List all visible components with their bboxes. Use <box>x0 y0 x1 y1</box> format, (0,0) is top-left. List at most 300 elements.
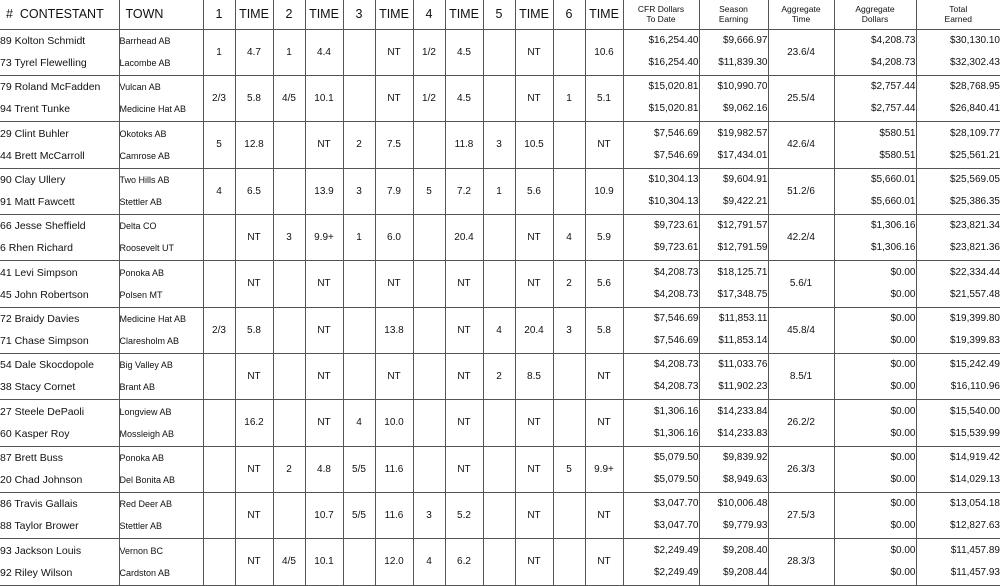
round-2-place <box>273 168 305 214</box>
round-5-header: 5 <box>483 0 515 29</box>
town-name: Red Deer AB <box>120 495 203 513</box>
round-5-place <box>483 260 515 307</box>
season-earning-value: $9,839.92 <box>700 449 768 467</box>
round-1-place <box>203 538 235 585</box>
round-4-place: 1/2 <box>413 29 445 75</box>
round-4-time: NT <box>445 353 483 399</box>
round-6-time: 5.9 <box>585 214 623 260</box>
town-cell <box>119 168 203 214</box>
town-name: Del Bonita AB <box>120 471 203 489</box>
round-6-time: NT <box>585 538 623 585</box>
round-3-place: 3 <box>343 168 375 214</box>
round-5-time: NT <box>515 260 553 307</box>
round-5-time: NT <box>515 214 553 260</box>
season-earning-value: $9,422.21 <box>700 193 768 211</box>
aggregate-dollars-cell <box>834 538 916 585</box>
aggregate-dollars-value: $2,757.44 <box>835 78 916 96</box>
season-earning-cell <box>699 121 768 168</box>
round-6-place <box>553 538 585 585</box>
round-5-time: 8.5 <box>515 353 553 399</box>
town-name: Stettler AB <box>120 517 203 535</box>
contestant-cell <box>0 121 119 168</box>
round-6-place <box>553 492 585 538</box>
contestant-name: 87 Brett Buss <box>0 449 119 467</box>
cfr-dollars-value: $7,546.69 <box>624 332 699 350</box>
contestant-header: # CONTESTANT <box>0 0 119 29</box>
total-earned-cell <box>916 492 1000 538</box>
round-2-place <box>273 353 305 399</box>
round-3-place <box>343 75 375 121</box>
cfr-dollars-value: $2,249.49 <box>624 542 699 560</box>
season-earning-cell <box>699 75 768 121</box>
aggregate-dollars-value: $0.00 <box>835 564 916 582</box>
round-6-place: 3 <box>553 307 585 353</box>
round-3-time: 7.9 <box>375 168 413 214</box>
team-row <box>0 538 1000 585</box>
aggregate-time-value: 23.6/4 <box>768 29 834 75</box>
aggregate-time-value: 26.2/2 <box>768 399 834 446</box>
town-name: Lacombe AB <box>120 54 203 72</box>
team-row <box>0 307 1000 353</box>
season-earning-value: $9,666.97 <box>700 32 768 50</box>
round-6-place: 5 <box>553 446 585 492</box>
round-1-place <box>203 260 235 307</box>
season-earning-value: $10,990.70 <box>700 78 768 96</box>
total-earned-cell <box>916 446 1000 492</box>
time-6-header: TIME <box>585 0 623 29</box>
town-header: TOWN <box>119 0 203 29</box>
round-4-place <box>413 121 445 168</box>
total-earned-cell <box>916 307 1000 353</box>
cfr-dollars-header: CFR Dollars To Date <box>623 0 699 29</box>
cfr-dollars-value: $3,047.70 <box>624 495 699 513</box>
header-row <box>0 0 1000 29</box>
round-6-header: 6 <box>553 0 585 29</box>
cfr-dollars-value: $10,304.13 <box>624 171 699 189</box>
aggregate-time-value: 5.6/1 <box>768 260 834 307</box>
town-cell <box>119 29 203 75</box>
town-name: Mossleigh AB <box>120 425 203 443</box>
town-name: Vulcan AB <box>120 78 203 96</box>
season-earning-cell <box>699 492 768 538</box>
aggregate-dollars-cell <box>834 353 916 399</box>
aggregate-dollars-value: $2,757.44 <box>835 100 916 118</box>
round-1-time: 5.8 <box>235 75 273 121</box>
cfr-dollars-cell <box>623 214 699 260</box>
aggregate-dollars-value: $0.00 <box>835 264 916 282</box>
aggregate-time-value: 45.8/4 <box>768 307 834 353</box>
round-6-place <box>553 29 585 75</box>
season-earning-value: $11,839.30 <box>700 54 768 72</box>
round-4-place: 1/2 <box>413 75 445 121</box>
contestant-name: 92 Riley Wilson <box>0 564 119 582</box>
round-6-time: 5.6 <box>585 260 623 307</box>
round-2-place: 3 <box>273 214 305 260</box>
time-3-header: TIME <box>375 0 413 29</box>
town-cell <box>119 492 203 538</box>
round-5-time: 10.5 <box>515 121 553 168</box>
contestant-name: 66 Jesse Sheffield <box>0 217 119 235</box>
round-2-place <box>273 399 305 446</box>
round-5-place: 4 <box>483 307 515 353</box>
cfr-dollars-value: $1,306.16 <box>624 403 699 421</box>
team-row <box>0 214 1000 260</box>
round-2-time: 9.9+ <box>305 214 343 260</box>
round-4-header: 4 <box>413 0 445 29</box>
town-name: Vernon BC <box>120 542 203 560</box>
total-earned-value: $19,399.83 <box>917 332 1000 350</box>
round-3-place: 4 <box>343 399 375 446</box>
aggregate-dollars-value: $4,208.73 <box>835 32 916 50</box>
cfr-dollars-value: $15,020.81 <box>624 78 699 96</box>
town-name: Ponoka AB <box>120 449 203 467</box>
team-row <box>0 260 1000 307</box>
round-2-place <box>273 260 305 307</box>
round-6-place: 2 <box>553 260 585 307</box>
total-earned-cell <box>916 538 1000 585</box>
round-3-place: 5/5 <box>343 446 375 492</box>
aggregate-dollars-value: $0.00 <box>835 542 916 560</box>
round-3-place: 2 <box>343 121 375 168</box>
aggregate-time-value: 26.3/3 <box>768 446 834 492</box>
town-cell <box>119 214 203 260</box>
total-earned-cell <box>916 29 1000 75</box>
season-earning-cell <box>699 446 768 492</box>
round-2-place <box>273 121 305 168</box>
cfr-dollars-value: $9,723.61 <box>624 217 699 235</box>
round-2-time: 13.9 <box>305 168 343 214</box>
round-2-time: NT <box>305 399 343 446</box>
round-3-time: 13.8 <box>375 307 413 353</box>
cfr-dollars-value: $1,306.16 <box>624 425 699 443</box>
town-cell <box>119 399 203 446</box>
contestant-name: 90 Clay Ullery <box>0 171 119 189</box>
aggregate-dollars-value: $0.00 <box>835 449 916 467</box>
aggregate-dollars-cell <box>834 121 916 168</box>
aggregate-dollars-cell <box>834 446 916 492</box>
round-4-place <box>413 214 445 260</box>
round-1-time: NT <box>235 446 273 492</box>
round-4-place: 3 <box>413 492 445 538</box>
total-earned-cell <box>916 399 1000 446</box>
contestant-cell <box>0 307 119 353</box>
round-1-time: NT <box>235 214 273 260</box>
round-6-time: 5.8 <box>585 307 623 353</box>
aggregate-dollars-value: $0.00 <box>835 471 916 489</box>
town-cell <box>119 260 203 307</box>
cfr-dollars-value: $3,047.70 <box>624 517 699 535</box>
total-earned-value: $14,919.42 <box>917 449 1000 467</box>
aggregate-dollars-cell <box>834 168 916 214</box>
round-5-place <box>483 75 515 121</box>
aggregate-dollars-cell <box>834 214 916 260</box>
round-3-header: 3 <box>343 0 375 29</box>
round-5-place <box>483 214 515 260</box>
cfr-dollars-value: $4,208.73 <box>624 264 699 282</box>
contestant-cell <box>0 399 119 446</box>
round-3-place <box>343 538 375 585</box>
total-earned-value: $30,130.10 <box>917 32 1000 50</box>
total-earned-cell <box>916 168 1000 214</box>
round-2-time: 4.8 <box>305 446 343 492</box>
team-row <box>0 121 1000 168</box>
round-5-place <box>483 399 515 446</box>
total-earned-value: $15,242.49 <box>917 356 1000 374</box>
total-earned-header: Total Earned <box>916 0 1000 29</box>
time-2-header: TIME <box>305 0 343 29</box>
round-6-time: NT <box>585 353 623 399</box>
contestant-name: 20 Chad Johnson <box>0 471 119 489</box>
town-cell <box>119 538 203 585</box>
round-2-time: NT <box>305 260 343 307</box>
team-row <box>0 399 1000 446</box>
total-earned-cell <box>916 353 1000 399</box>
round-1-time: 4.7 <box>235 29 273 75</box>
total-earned-value: $21,557.48 <box>917 286 1000 304</box>
aggregate-dollars-value: $580.51 <box>835 125 916 143</box>
contestant-name: 86 Travis Gallais <box>0 495 119 513</box>
team-row <box>0 75 1000 121</box>
round-5-time: 20.4 <box>515 307 553 353</box>
total-earned-value: $28,768.95 <box>917 78 1000 96</box>
total-earned-cell <box>916 214 1000 260</box>
round-1-time: NT <box>235 538 273 585</box>
round-4-time: 4.5 <box>445 29 483 75</box>
total-earned-value: $23,821.34 <box>917 217 1000 235</box>
total-earned-value: $23,821.36 <box>917 239 1000 257</box>
aggregate-dollars-value: $5,660.01 <box>835 193 916 211</box>
contestant-name: 41 Levi Simpson <box>0 264 119 282</box>
round-6-time: 5.1 <box>585 75 623 121</box>
time-1-header: TIME <box>235 0 273 29</box>
contestant-name: 91 Matt Fawcett <box>0 193 119 211</box>
cfr-dollars-value: $15,020.81 <box>624 100 699 118</box>
round-3-time: NT <box>375 260 413 307</box>
round-3-place <box>343 29 375 75</box>
aggregate-time-value: 42.6/4 <box>768 121 834 168</box>
town-name: Barrhead AB <box>120 32 203 50</box>
total-earned-value: $14,029.13 <box>917 471 1000 489</box>
round-2-time: 10.7 <box>305 492 343 538</box>
round-4-place <box>413 307 445 353</box>
round-4-time: 5.2 <box>445 492 483 538</box>
town-name: Polsen MT <box>120 286 203 304</box>
team-row <box>0 446 1000 492</box>
aggregate-time-header: Aggregate Time <box>768 0 834 29</box>
round-6-time: 10.9 <box>585 168 623 214</box>
contestant-name: 54 Dale Skocdopole <box>0 356 119 374</box>
round-1-place <box>203 214 235 260</box>
round-3-place <box>343 353 375 399</box>
round-1-time: 16.2 <box>235 399 273 446</box>
aggregate-dollars-value: $0.00 <box>835 286 916 304</box>
aggregate-dollars-value: $0.00 <box>835 425 916 443</box>
round-3-time: 12.0 <box>375 538 413 585</box>
total-earned-cell <box>916 75 1000 121</box>
aggregate-dollars-value: $0.00 <box>835 310 916 328</box>
team-row <box>0 29 1000 75</box>
cfr-dollars-cell <box>623 307 699 353</box>
round-4-time: NT <box>445 307 483 353</box>
contestant-name: 27 Steele DePaoli <box>0 403 119 421</box>
round-5-time: NT <box>515 29 553 75</box>
season-earning-value: $19,982.57 <box>700 125 768 143</box>
round-5-time: NT <box>515 446 553 492</box>
contestant-name: 38 Stacy Cornet <box>0 378 119 396</box>
cfr-dollars-value: $4,208.73 <box>624 378 699 396</box>
round-4-time: 7.2 <box>445 168 483 214</box>
aggregate-dollars-value: $0.00 <box>835 403 916 421</box>
aggregate-dollars-header: Aggregate Dollars <box>834 0 916 29</box>
round-1-place: 2/3 <box>203 75 235 121</box>
contestant-cell <box>0 75 119 121</box>
round-1-place: 5 <box>203 121 235 168</box>
round-3-time: 6.0 <box>375 214 413 260</box>
round-1-header: 1 <box>203 0 235 29</box>
aggregate-dollars-cell <box>834 307 916 353</box>
town-name: Brant AB <box>120 378 203 396</box>
total-earned-cell <box>916 260 1000 307</box>
cfr-dollars-cell <box>623 353 699 399</box>
season-earning-value: $11,853.11 <box>700 310 768 328</box>
contestant-cell <box>0 214 119 260</box>
contestant-name: 6 Rhen Richard <box>0 239 119 257</box>
town-cell <box>119 446 203 492</box>
round-4-place: 5 <box>413 168 445 214</box>
aggregate-dollars-cell <box>834 260 916 307</box>
round-4-time: 20.4 <box>445 214 483 260</box>
aggregate-time-value: 25.5/4 <box>768 75 834 121</box>
season-earning-value: $8,949.63 <box>700 471 768 489</box>
contestant-cell <box>0 492 119 538</box>
round-1-place <box>203 446 235 492</box>
round-6-place <box>553 168 585 214</box>
round-3-time: 7.5 <box>375 121 413 168</box>
season-earning-value: $9,604.91 <box>700 171 768 189</box>
round-2-time: NT <box>305 353 343 399</box>
contestant-name: 79 Roland McFadden <box>0 78 119 96</box>
round-4-place: 4 <box>413 538 445 585</box>
contestant-name: 73 Tyrel Flewelling <box>0 54 119 72</box>
round-1-time: 6.5 <box>235 168 273 214</box>
round-1-place: 1 <box>203 29 235 75</box>
round-5-place <box>483 29 515 75</box>
round-6-place <box>553 353 585 399</box>
total-earned-value: $25,386.35 <box>917 193 1000 211</box>
cfr-dollars-value: $7,546.69 <box>624 125 699 143</box>
contestant-name: 93 Jackson Louis <box>0 542 119 560</box>
time-4-header: TIME <box>445 0 483 29</box>
time-5-header: TIME <box>515 0 553 29</box>
cfr-dollars-value: $7,546.69 <box>624 310 699 328</box>
round-6-time: NT <box>585 492 623 538</box>
contestant-name: 72 Braidy Davies <box>0 310 119 328</box>
aggregate-dollars-cell <box>834 399 916 446</box>
round-3-place <box>343 260 375 307</box>
town-name: Medicine Hat AB <box>120 100 203 118</box>
round-6-place: 1 <box>553 75 585 121</box>
town-name: Ponoka AB <box>120 264 203 282</box>
season-earning-cell <box>699 399 768 446</box>
contestant-name: 29 Clint Buhler <box>0 125 119 143</box>
season-earning-cell <box>699 307 768 353</box>
round-5-place <box>483 492 515 538</box>
round-6-time: NT <box>585 399 623 446</box>
aggregate-dollars-value: $0.00 <box>835 378 916 396</box>
season-earning-value: $14,233.84 <box>700 403 768 421</box>
round-3-time: 11.6 <box>375 446 413 492</box>
round-1-place <box>203 492 235 538</box>
contestant-cell <box>0 446 119 492</box>
season-earning-value: $17,434.01 <box>700 147 768 165</box>
cfr-dollars-value: $10,304.13 <box>624 193 699 211</box>
cfr-dollars-cell <box>623 260 699 307</box>
season-earning-value: $11,033.76 <box>700 356 768 374</box>
round-4-time: NT <box>445 260 483 307</box>
aggregate-time-value: 28.3/3 <box>768 538 834 585</box>
round-2-place: 4/5 <box>273 538 305 585</box>
round-1-place: 2/3 <box>203 307 235 353</box>
round-5-time: NT <box>515 538 553 585</box>
round-3-time: NT <box>375 353 413 399</box>
aggregate-dollars-value: $0.00 <box>835 356 916 374</box>
aggregate-time-value: 27.5/3 <box>768 492 834 538</box>
total-earned-cell <box>916 121 1000 168</box>
season-earning-value: $9,208.44 <box>700 564 768 582</box>
round-5-place: 3 <box>483 121 515 168</box>
round-5-time: 5.6 <box>515 168 553 214</box>
season-earning-value: $9,062.16 <box>700 100 768 118</box>
round-2-place: 4/5 <box>273 75 305 121</box>
cfr-dollars-value: $5,079.50 <box>624 449 699 467</box>
season-earning-value: $10,006.48 <box>700 495 768 513</box>
round-1-time: NT <box>235 260 273 307</box>
total-earned-value: $15,540.00 <box>917 403 1000 421</box>
cfr-dollars-cell <box>623 29 699 75</box>
town-name: Delta CO <box>120 217 203 235</box>
total-earned-value: $32,302.43 <box>917 54 1000 72</box>
round-5-time: NT <box>515 492 553 538</box>
contestant-name: 94 Trent Tunke <box>0 100 119 118</box>
round-4-time: 4.5 <box>445 75 483 121</box>
contestant-cell <box>0 29 119 75</box>
round-2-place <box>273 492 305 538</box>
round-5-place <box>483 446 515 492</box>
town-cell <box>119 307 203 353</box>
cfr-dollars-value: $4,208.73 <box>624 286 699 304</box>
cfr-dollars-value: $7,546.69 <box>624 147 699 165</box>
contestant-name: 60 Kasper Roy <box>0 425 119 443</box>
round-2-header: 2 <box>273 0 305 29</box>
town-name: Claresholm AB <box>120 332 203 350</box>
total-earned-value: $28,109.77 <box>917 125 1000 143</box>
total-earned-value: $25,561.21 <box>917 147 1000 165</box>
round-3-place <box>343 307 375 353</box>
team-row <box>0 492 1000 538</box>
season-earning-value: $14,233.83 <box>700 425 768 443</box>
round-2-time: 10.1 <box>305 538 343 585</box>
total-earned-value: $12,827.63 <box>917 517 1000 535</box>
round-6-place: 4 <box>553 214 585 260</box>
season-earning-cell <box>699 29 768 75</box>
season-earning-value: $11,902.23 <box>700 378 768 396</box>
round-1-time: NT <box>235 492 273 538</box>
cfr-dollars-cell <box>623 446 699 492</box>
round-6-time: NT <box>585 121 623 168</box>
round-2-time: NT <box>305 307 343 353</box>
aggregate-dollars-value: $1,306.16 <box>835 239 916 257</box>
aggregate-time-value: 42.2/4 <box>768 214 834 260</box>
